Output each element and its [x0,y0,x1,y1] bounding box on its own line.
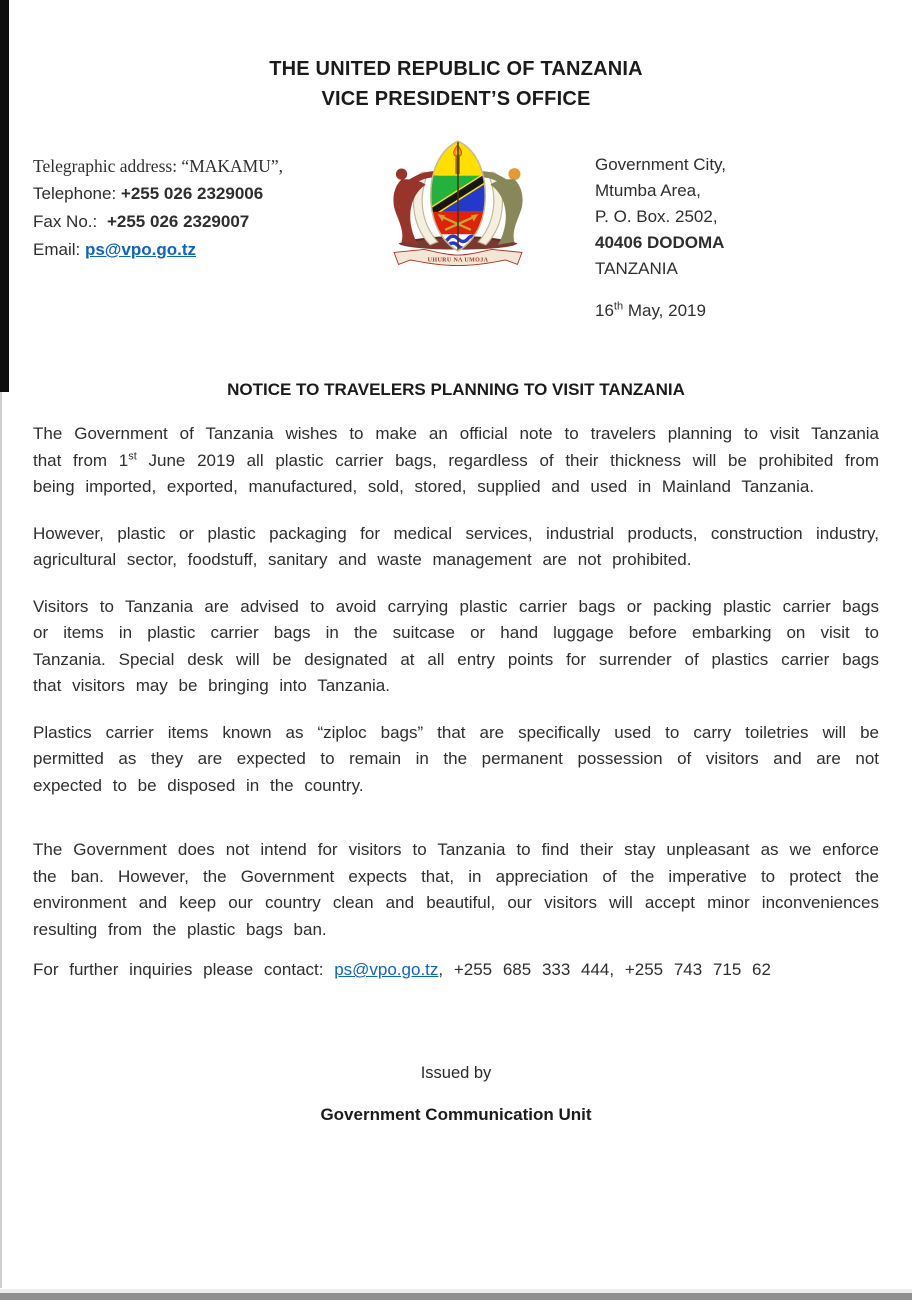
letterhead [33,132,879,324]
notice-title: NOTICE TO TRAVELERS PLANNING TO VISIT TANZANIA [227,380,685,399]
telephone-label: Telephone: [33,184,121,203]
notice-body [33,380,879,984]
scan-edge-left-faint [0,392,2,1288]
telegraphic-address-line: Telegraphic address: “MAKAMU”, [33,156,284,176]
paragraph-visitor-advice: Visitors to Tanzania are advised to avoid carrying plastic carrier bags or packing plastic carrier bags or items in plastic carrier bags in the suitcase or hand luggage before embarking on visit to Tanzania. Special desk will be designated at all entry points for surrender of plastics carrier bags that visitors may be bringing into Tanzania. [33,596,879,695]
issued-by-label: Issued by [420,1063,492,1082]
paragraph-ziploc: Plastics carrier items known as “ziploc bags” that are specifically used to carry toiletries will be permitted as they are expected to remain in the permanent possession of visitors and are not expected to be disposed in the country. [33,722,879,795]
header-country: THE UNITED REPUBLIC OF TANZANIA [269,58,643,80]
header-office: VICE PRESIDENT’S OFFICE [321,88,591,110]
fax-number: +255 026 2329007 [106,212,250,231]
document-footer [0,1064,912,1125]
telephone-line [33,180,363,208]
issuing-unit: Government Communication Unit [320,1104,592,1124]
tanzania-coat-of-arms-icon [379,132,537,275]
contact-block-left [33,132,363,324]
fax-label: Fax No.: [33,212,102,231]
emblem-motto: UHURU NA UMOJA [427,257,489,264]
address-line: P. O. Box. 2502, [595,207,718,226]
address-line: Mtumba Area, [595,181,701,200]
email-line [33,236,363,264]
telephone-number: +255 026 2329006 [120,184,264,203]
paragraph-contact: For further inquiries please contact: ps@vpo.go.tz, +255 685 333 444, +255 743 715 62 [33,960,771,979]
email-label: Email: [33,240,85,259]
address-line-country: TANZANIA [595,259,678,278]
paragraph-exemptions: However, plastic or plastic packaging for medical services, industrial products, construction industry, agricultural sector, foodstuff, sanitary and waste management are not prohibited. [33,523,879,569]
address-block-right [553,132,879,324]
document-date: 16th May, 2019 [595,300,706,320]
paragraph-ban-announcement: The Government of Tanzania wishes to make an official note to travelers planning to visit Tanzania that from 1st June 2019 all plastic carrier bags, regardless of their thickness will be prohibited from being imported, exported, manufactured, sold, stored, supplied and used in Mainland Tanzania. [33,424,879,496]
scan-edge-bottom [0,1289,912,1300]
address-line-city: 40406 DODOMA [595,233,725,252]
email-link[interactable]: ps@vpo.go.tz [84,240,196,259]
document-header [0,0,912,114]
contact-email-link[interactable]: ps@vpo.go.tz [334,960,439,979]
fax-line [33,208,363,236]
address-line: Government City, [595,155,727,174]
emblem-container [363,132,553,324]
paragraph-government-intent: The Government does not intend for visitors to Tanzania to find their stay unpleasant as we enforce the ban. However, the Government expects that, in appreciation of the imperative to protect the environment and keep our country clean and beautiful, our visitors will accept minor inconveniences resulting from the plastic bags ban. [33,840,879,939]
scan-edge-left [0,0,9,392]
